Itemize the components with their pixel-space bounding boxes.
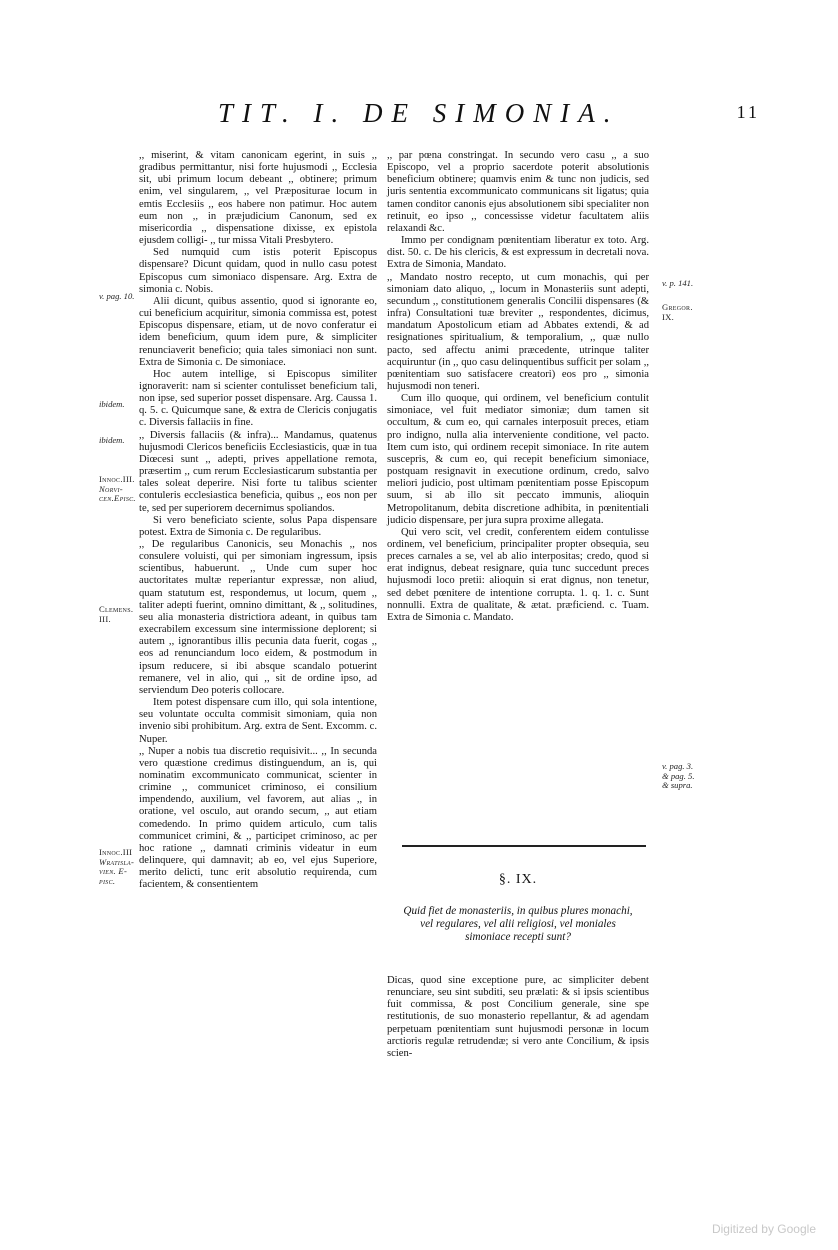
left-paragraph-7: ,, De regularibus Canonicis, seu Monachis ,, nos consulere voluisti, qui per simoniam ingressum, ipsis scientibus, habuerunt. ,, Unde cum super hoc auctoritates multæ reperiantur expressæ, non aliud, quam statutum est, respondemus, ut locum, quem ,, taliter adepti fuerint, omnino dimittant, & ,, solitudines, seu alia monasteria districtiora adeant, in quibus tam execrabilem excessum sine intermissione deplorent; si autem ,, ignorantibus illis pecunia data fuerit, cogas ,, eos ad renunciandum loco eidem, & postmodum in ipsum reducere, si ibi absque scandalo potuerint remanere, vel in alio, qui ,, sit de ordine ipso, ad serviendum Deo poteris collocare. xyxy=(139,539,377,696)
margin-note-author xyxy=(99,848,134,886)
margin-note-ref xyxy=(662,762,694,791)
right-paragraph-2: Immo per condignam pœnitentiam liberatur ex toto. Arg. dist. 50. c. De his clericis, & est expressum in decretali nova. Extra de Simonia, Mandato. xyxy=(387,235,649,271)
margin-note-line: Wratisla- xyxy=(99,856,135,867)
margin-note-ref: v. pag. 10. xyxy=(99,291,135,301)
right-paragraph-4: Cum illo quoque, qui ordinem, vel beneficium contulit simoniace, vel fuit mediator simoniæ; dum tamen sit occultum, & cum eo, qui carnales interposuit preces, etiam pro indigno, nulla alia interveniente conditione, vel pacto. Item cum isto, qui ordinem recepit simoniace. In rite autem suscepris, & cum eo, qui recepit beneficium simoniace, postquam resignavit in executione ordinum, credo, salvo meliori judicio, post ultimam pœnitentiam posse Episcopum suum, si ab illo sit peccato immunis, alioquin Metropolitanum, debita discretione adhibita, in pœnitentiali judicio dispensare, per jura supra proxime allegata. xyxy=(387,393,649,526)
right-column xyxy=(387,150,649,624)
margin-note-line: IX. xyxy=(662,311,675,322)
margin-note-ref: ibidem. xyxy=(99,399,125,409)
section-divider xyxy=(402,845,646,847)
margin-note-line: Gregor. xyxy=(662,302,693,312)
right-paragraph-1: ,, par pœna constringat. In secundo vero casu ,, a suo Episcopo, vel a proprio sacerdote poterit absolutionis beneficium obtinere; quamvis enim & tunc non judicis, sed juris sententia excommunicato communicans sit ligatus; quia tamen conditor canonis ejus absolutionem sibi specialiter non retinuit, eo ipso ,, concessisse videtur facultatem aliis relaxandi &c. xyxy=(387,150,649,234)
section-number: §. IX. xyxy=(498,872,538,887)
section-body xyxy=(387,975,649,1060)
margin-note-line: Innoc.III. xyxy=(99,474,135,484)
margin-note-ref: ibidem. xyxy=(99,435,125,445)
left-paragraph-9: ,, Nuper a nobis tua discretio requisivit... ,, In secunda vero quæstione credimus distinguendum, an is, qui nominatim excommunicato communicat, scienter in crimine ,, communicet criminoso, ei consilium impendendo, auxilium, vel favorem, aut alias ,, in oratione, vel osculo, aut orando secum, ,, aut etiam comedendo. In primo quidem articulo, cum talis communicet crimini, & ,, participet criminoso, ac per hoc ratione ,, damnati criminis videatur in eum delinquere, qui damnavit; ab eo, vel ejus Superiore, merito delicti, tunc erit absolutio requirenda, cum facientem, & consentientem xyxy=(139,745,377,891)
margin-note-ref: v. p. 141. xyxy=(662,278,694,288)
margin-note-line: v. pag. 3. xyxy=(662,761,694,771)
left-paragraph-3: Alii dicunt, quibus assentio, quod si ignorante eo, cui beneficium acquiritur, simonia commissa est, potest Episcopus dispensare, etiam, ut de novo conferatur ei idem beneficium, quum idem pure, & simpliciter renunciaverit beneficio; quia tales simoniaci non sunt. Extra de Simonia c. De simoniace. xyxy=(139,295,377,368)
right-paragraph-6: Dicas, quod sine exceptione pure, ac simpliciter debent renunciare, seu sint subditi, seu prælati: & si ipsis scientibus fuit commissa, & post Concilium generale, sine spe restitutionis, de suo monasterio repellantur, & ad agendam perpetuam pœnitentiam sunt hujusmodi personæ in locum arctioris regulæ retrudendæ; si vero ante Concilium, & ipsis scien- xyxy=(387,975,649,1059)
page-number: 11 xyxy=(736,102,760,122)
left-paragraph-4: Hoc autem intellige, si Episcopus similiter ignoraverit: nam si scienter contulisset beneficium tali, non ipse, sed superior posset dispensare. Arg. Caussa 1. q. 5. c. Quicumque sane, & extra de Clericis conjugatis c. Diversis fallaciis in fine. xyxy=(139,368,377,429)
margin-note-line: Norvi- xyxy=(99,483,123,494)
left-paragraph-2: Sed numquid cum istis poterit Episcopus dispensare? Dicunt quidam, quod in nullo casu potest Episcopus cum simoniaco dispensare. Arg. Extra de simonia c. Nobis. xyxy=(139,247,377,295)
margin-note-line: III. xyxy=(99,613,111,624)
right-paragraph-3: ,, Mandato nostro recepto, ut cum monachis, qui per simoniam dato aliquo, ,, locum in Monasteriis sunt adepti, secundum ,, constitutionem generalis Concilii dispensares (& infra) Consultationi tuæ breviter ,, respondentes, dicimus, mandatum Apostolicum etiam ad Abbates extendi, & ad resignationes spiritualium, & temporalium, ,, quæ nullo pacto, sed affectu animi præcedente, utrinque taliter acquiruntur (in ,, quo casu delinquentibus sufficit per solam ,, pœnitentiam suo satisfacere creatori) eos pro ,, simonia hujusmodi non teneri. xyxy=(387,271,649,392)
margin-note-author xyxy=(99,475,136,504)
left-paragraph-6: Si vero beneficiato sciente, solus Papa dispensare potest. Extra de Simonia c. De regularibus. xyxy=(139,514,377,538)
margin-note-line: pisc. xyxy=(99,875,116,886)
left-paragraph-5: ,, Diversis fallaciis (& infra)... Mandamus, quatenus hujusmodi Clericos beneficiis Ecclesiasticis, quæ in tua Diœcesi sunt ,, adepti, prives appellatione remota, præsertim ,, cum rerum Ecclesiasticarum substantia per tales soleat deperire. Nisi forte tu talibus scienter contuleris ecclesiastica beneficia, quibus ,, eos non per te, sed per superiorem decernimus spoliandos. xyxy=(139,429,377,514)
margin-note-line: Clemens. xyxy=(99,604,134,614)
running-title: TIT. I. DE SIMONIA. xyxy=(218,98,620,128)
margin-note-line: cen.Episc. xyxy=(99,493,136,504)
margin-note-author xyxy=(662,303,693,322)
margin-note-author xyxy=(99,605,133,624)
page-header xyxy=(100,98,780,134)
right-paragraph-5: Qui vero scit, vel credit, conferentem eidem contulisse ordinem, vel beneficium, principaliter propter obsequia, seu preces carnales a se, vel ab alio interpositas; credo, quod si erat indignus, debeat resignare, quia tunc succedunt preces hujusmodi loco pretii: alioquin si erat dignus, non tenetur, sed debet pœnitere de intentione corrupta. 1. q. 1. c. Sunt nonnulli. Extra de qualitate, & ætat. præficiend. c. Tuam. Extra de Simonia c. Mandato. xyxy=(387,526,649,623)
section-question: Quid fiet de monasteriis, in quibus plures monachi, vel regulares, vel alii religiosi, vel moniales simoniace recepti sunt? xyxy=(403,905,633,943)
margin-note-line: & supra. xyxy=(662,780,693,791)
digitization-watermark: Digitized by Google xyxy=(711,1222,816,1236)
left-paragraph-8: Item potest dispensare cum illo, qui sola intentione, seu voluntate occulta commisit simoniam, quia non invenio sibi prohibitum. Arg. extra de Sent. Excomm. c. Nuper. xyxy=(139,697,377,745)
margin-note-line: & pag. 5. xyxy=(662,770,695,781)
margin-note-line: vien. E- xyxy=(99,866,128,877)
left-paragraph-1: ,, miserint, & vitam canonicam egerint, in suis ,, gradibus permittantur, nisi forte hujusmodi ,, Ecclesia sit, ubi primum locum debeant ,, obtinere; primum enim, vel singularem, ,, vel Præpositurae locum in emtis Ecclesiis ,, eos habere non patimur. Hoc autem eum non ,, in præjudicium Canonum, sed ex misericordia ,, dispensatione dixisse, ex epistola ejusdem colligi- ,, tur missa Vitali Presbytero. xyxy=(139,150,377,247)
left-column xyxy=(139,150,377,892)
margin-note-line: Innoc.III xyxy=(99,847,133,857)
